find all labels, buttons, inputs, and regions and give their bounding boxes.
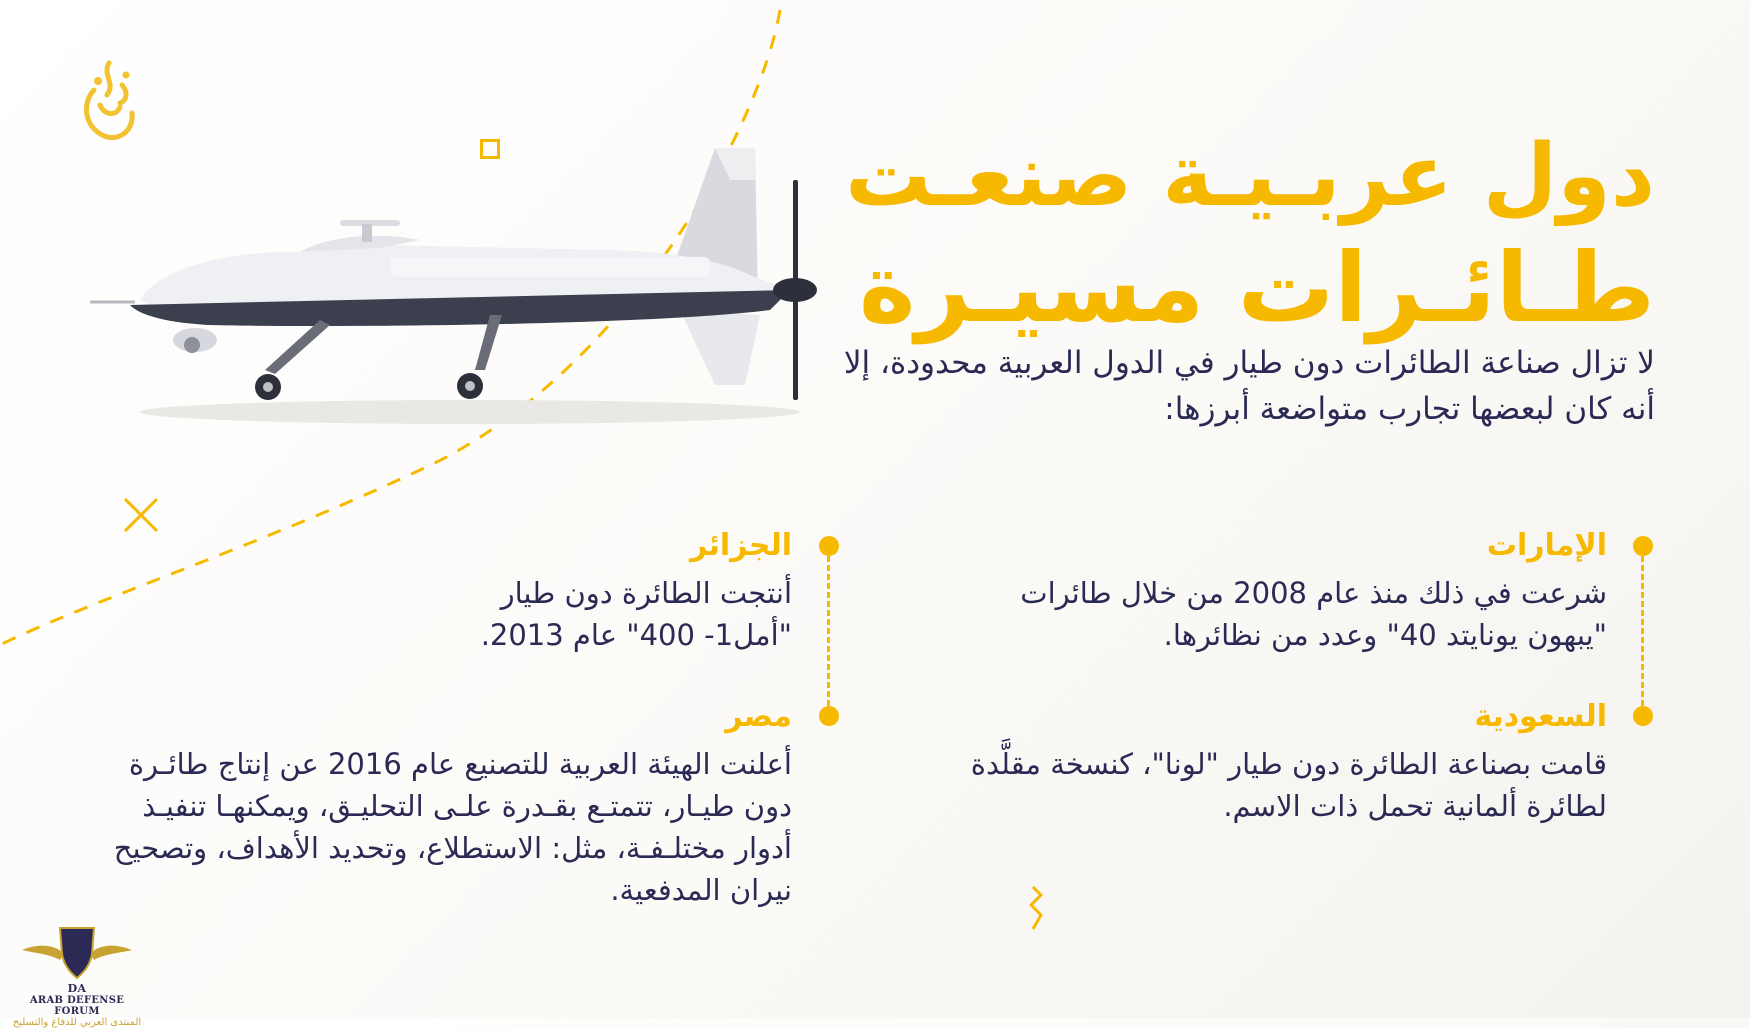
country-text-uae: شرعت في ذلك منذ عام 2008 من خلال طائرات "يبهون يونايتد 40" وعدد من نظائرها. bbox=[1020, 576, 1607, 652]
timeline-dashed-line-right bbox=[1641, 556, 1644, 706]
forum-arabic-name: المنتدى العربي للدفاع والتسليح bbox=[12, 1017, 142, 1028]
title-line-1: دول عربـيـة صنعـت bbox=[845, 126, 1655, 226]
timeline-dashed-line-left bbox=[827, 556, 830, 706]
country-uae bbox=[957, 526, 1607, 656]
timeline-dot-algeria bbox=[819, 536, 839, 556]
country-algeria bbox=[412, 526, 792, 656]
country-name-egypt: مصر bbox=[725, 699, 792, 734]
timeline-dot-uae bbox=[1633, 536, 1653, 556]
intro-paragraph: لا تزال صناعة الطائرات دون طيار في الدول العربية محدودة، إلا أنه كان لبعضها تجارب متواضعة أبرزها: bbox=[843, 345, 1655, 427]
country-text-algeria: أنتجت الطائرة دون طيار "أمل1- 400" عام 2013. bbox=[480, 576, 792, 652]
al-jazeera-logo bbox=[74, 55, 144, 150]
squiggle-icon bbox=[1025, 885, 1047, 931]
arab-defense-forum-watermark bbox=[12, 920, 142, 1028]
forum-initials: DA bbox=[67, 982, 87, 995]
timeline-dot-saudi bbox=[1633, 706, 1653, 726]
country-egypt bbox=[92, 697, 792, 911]
page-title bbox=[835, 120, 1655, 344]
country-name-algeria: الجزائر bbox=[689, 528, 792, 563]
forum-name: ARAB DEFENSE FORUM bbox=[29, 995, 125, 1017]
country-saudi bbox=[957, 697, 1607, 827]
x-mark-icon bbox=[123, 497, 159, 533]
country-name-uae: الإمارات bbox=[1486, 528, 1607, 563]
title-line-2: طـائـرات مسيـرة bbox=[858, 232, 1655, 344]
country-name-saudi: السعودية bbox=[1474, 699, 1607, 734]
forum-emblem-icon bbox=[12, 920, 142, 982]
country-text-saudi: قامت بصناعة الطائرة دون طيار "لونا"، كنسخة مقلَّدة لطائرة ألمانية تحمل ذات الاسم. bbox=[970, 747, 1607, 823]
timeline-dot-egypt bbox=[819, 706, 839, 726]
drone-illustration bbox=[90, 140, 850, 430]
country-text-egypt: أعلنت الهيئة العربية للتصنيع عام 2016 عن إنتاج طائـرة دون طيـار، تتمتـع بقـدرة علـى التحليـق، ويمكنهـا تنفيـذ أدوار مختلـفـة، مثل: الاستطلاع، وتحديد الأهداف، وتصحيح نيران المدفعية. bbox=[113, 747, 792, 907]
